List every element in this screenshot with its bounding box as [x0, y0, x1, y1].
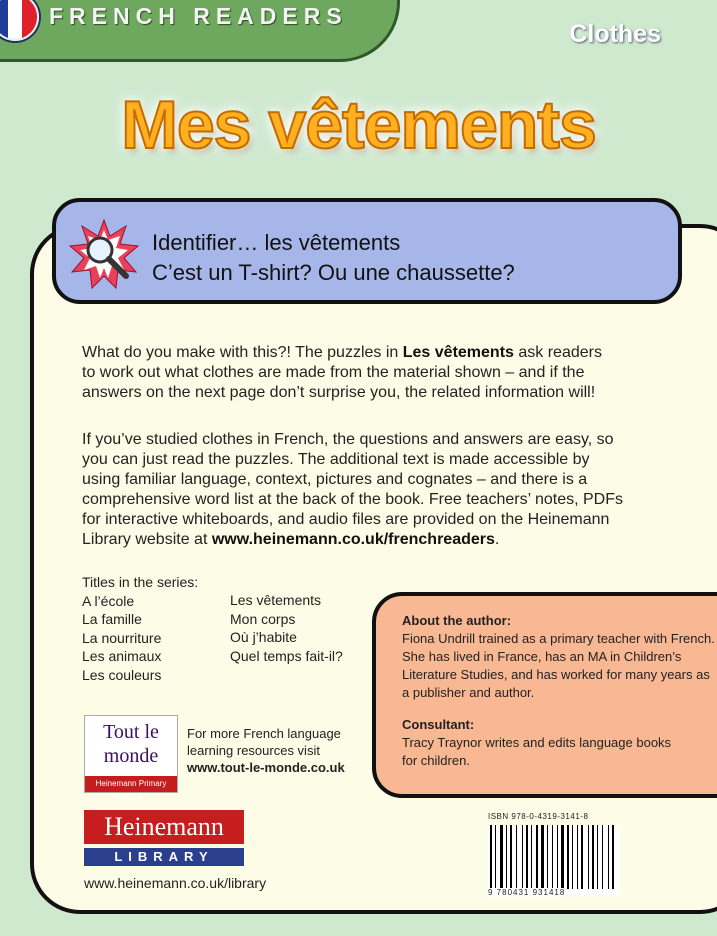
barcode-digits: 9 780431 931418	[488, 888, 566, 897]
p2-line-3: using familiar language, context, pictures and cognates – and there is a	[82, 471, 588, 488]
barcode-bar	[557, 825, 558, 889]
consultant-heading: Consultant:	[402, 717, 475, 732]
barcode-bar	[581, 825, 583, 889]
barcode-bar	[536, 825, 538, 889]
barcode-bar	[495, 825, 496, 889]
p1-line-2: to work out what clothes are made from the material shown – and if the	[82, 364, 585, 381]
tlm-text-line2: learning resources visit	[187, 743, 320, 758]
french-flag-icon	[0, 0, 39, 41]
barcode-bar	[552, 825, 553, 889]
series-title: Les animaux	[82, 648, 162, 664]
about-author-line: Literature Studies, and has worked for many years as	[402, 667, 710, 682]
tout-le-monde-logo	[84, 715, 178, 804]
barcode-bar	[541, 825, 544, 889]
author-box	[372, 592, 717, 798]
barcode-bar	[516, 825, 517, 889]
barcode-bar	[522, 825, 523, 889]
series-title: Les couleurs	[82, 666, 162, 683]
series-title: La nourriture	[82, 629, 162, 646]
description-paragraph-2	[82, 430, 623, 550]
barcode-bar	[572, 825, 573, 889]
barcode-bar	[612, 825, 614, 889]
p1-text: What do you make with this?! The puzzles in	[82, 344, 403, 361]
about-author-line: a publisher and author.	[402, 685, 535, 700]
website-link[interactable]: www.heinemann.co.uk/frenchreaders	[211, 531, 495, 548]
barcode-bar	[592, 825, 594, 889]
tlm-url[interactable]: www.tout-le-monde.co.uk	[187, 760, 345, 775]
barcode-bar	[597, 825, 598, 889]
p2-line-6-end: .	[494, 531, 500, 548]
intro-line-1: Identifier… les vêtements	[152, 230, 401, 255]
barcode	[488, 812, 620, 904]
p2-line-6: Library website at	[82, 531, 212, 548]
p1-line-3: answers on the next page don’t surprise you, the related information will!	[82, 384, 596, 401]
barcode-bar	[500, 825, 503, 889]
tlm-logo-sub: Heinemann Primary French	[85, 776, 177, 792]
series-name: FRENCH READERS	[49, 3, 348, 29]
topic-label: Clothes	[569, 20, 661, 48]
heinemann-logo-top: Heinemann	[84, 810, 244, 844]
barcode-bar	[567, 825, 569, 889]
consultant-line: Tracy Traynor writes and edits language books	[402, 735, 672, 750]
heinemann-logo-bottom: LIBRARY	[84, 848, 244, 866]
series-title: Mon corps	[230, 610, 296, 627]
barcode-bar	[561, 825, 564, 889]
barcode-bar	[547, 825, 548, 889]
barcode-bar	[608, 825, 609, 889]
p1-bold-title: Les vêtements	[402, 344, 514, 361]
series-list-col2	[230, 591, 343, 665]
tlm-logo-line1: Tout le	[103, 721, 159, 743]
barcode-bar	[526, 825, 528, 889]
magnifier-burst-icon	[68, 218, 140, 290]
about-author-line: She has lived in France, has an MA in Children’s	[402, 649, 682, 664]
about-author-heading: About the author:	[402, 613, 512, 628]
isbn-text: ISBN 978-0-4319-3141-8	[488, 812, 589, 821]
series-title: Où j’habite	[230, 629, 297, 645]
series-list-col1	[82, 573, 198, 684]
p2-line-1: If you’ve studied clothes in French, the questions and answers are easy, so	[82, 431, 614, 448]
barcode-bar	[490, 825, 492, 889]
tlm-logo-line2: monde	[103, 745, 159, 767]
p2-line-5: for interactive whiteboards, and audio files are provided on the Heinemann	[82, 511, 610, 528]
intro-text	[152, 228, 515, 288]
intro-box	[52, 198, 682, 304]
description-paragraph-1	[82, 343, 602, 403]
barcode-bars	[488, 825, 620, 895]
series-title: A l’école	[82, 592, 135, 609]
heinemann-url[interactable]: www.heinemann.co.uk/library	[84, 875, 267, 891]
series-title: Les vêtements	[230, 592, 322, 608]
series-header-tab	[0, 0, 400, 62]
barcode-bar	[602, 825, 603, 889]
series-heading: Titles in the series:	[82, 574, 199, 590]
barcode-bar	[588, 825, 589, 889]
about-author-line: Fiona Undrill trained as a primary teacher with French.	[402, 631, 715, 646]
barcode-bar	[577, 825, 578, 889]
series-title: Quel temps fait-il?	[230, 647, 343, 664]
tout-le-monde-text	[187, 725, 345, 776]
p2-line-4: comprehensive word list at the back of the book. Free teachers’ notes, PDFs	[82, 491, 623, 508]
barcode-bar	[506, 825, 507, 889]
tlm-text-line1: For more French language	[187, 726, 341, 741]
intro-line-2: C’est un T-shirt? Ou une chaussette?	[152, 260, 515, 285]
heinemann-logo	[84, 810, 244, 866]
p2-line-2: you can just read the puzzles. The additional text is made accessible by	[82, 451, 590, 468]
series-title: La famille	[82, 611, 142, 627]
barcode-bar	[531, 825, 532, 889]
p1-text-post: ask readers	[513, 344, 602, 361]
barcode-bar	[510, 825, 512, 889]
consultant-line: for children.	[402, 753, 470, 768]
book-title: Mes vêtements	[121, 87, 596, 163]
